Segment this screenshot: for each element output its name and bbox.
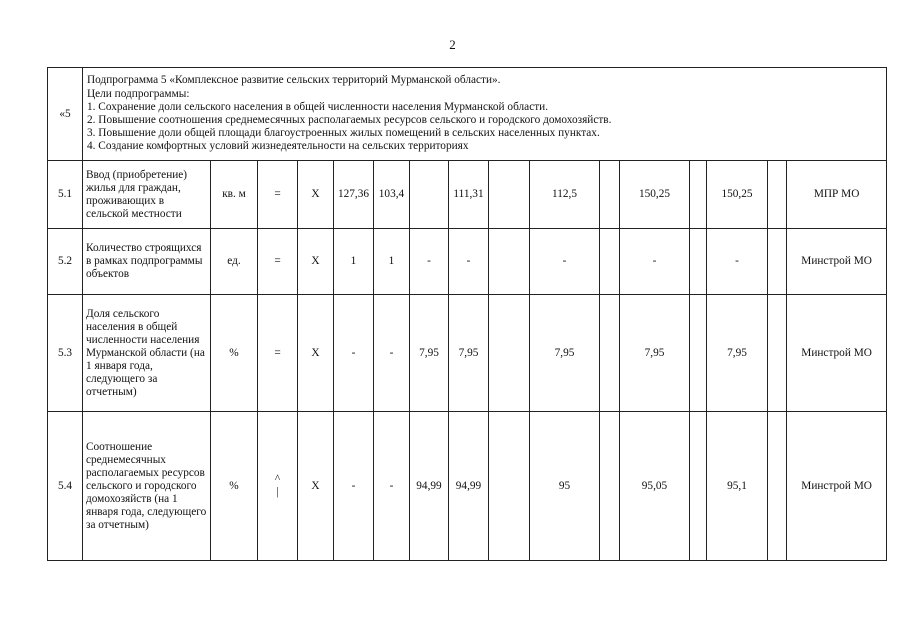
value-cell: 94,99 [449, 412, 489, 561]
page-number: 2 [449, 37, 456, 52]
section-goal-1: 1. Сохранение доли сельского населения в общей численности населения Мурманской области. [87, 100, 549, 113]
value-cell [690, 161, 707, 229]
responsible-org: Минстрой МО [787, 229, 887, 295]
responsible-org: Минстрой МО [787, 412, 887, 561]
unit: ед. [211, 229, 258, 295]
responsible-org: МПР МО [787, 161, 887, 229]
value-cell [600, 295, 620, 412]
indicator-name: Ввод (приобретение) жилья для граждан, проживающих в сельской местности [83, 161, 211, 229]
unit: % [211, 295, 258, 412]
value-cell [768, 295, 787, 412]
row-number: 5.4 [48, 412, 83, 561]
value-cell [489, 229, 530, 295]
section-row [48, 68, 887, 161]
value-cell: 94,99 [410, 412, 449, 561]
value-cell: 112,5 [530, 161, 600, 229]
unit: кв. м [211, 161, 258, 229]
value-cell [768, 412, 787, 561]
value-cell [489, 412, 530, 561]
value-cell: - [334, 412, 374, 561]
indicator-name: Соотношение среднемесячных располагаемых ресурсов сельского и городского домохозяйств (на 1 января года, следующего за отчетным) [83, 412, 211, 561]
unit: % [211, 412, 258, 561]
value-cell: - [374, 295, 410, 412]
value-cell [600, 229, 620, 295]
direction: = [258, 161, 298, 229]
value-cell [690, 295, 707, 412]
direction: = [258, 229, 298, 295]
value-cell [410, 161, 449, 229]
value-cell [600, 412, 620, 561]
value-cell: - [620, 229, 690, 295]
value-cell: - [530, 229, 600, 295]
value-cell [690, 412, 707, 561]
mark: X [298, 295, 334, 412]
value-cell: - [410, 229, 449, 295]
value-cell: 103,4 [374, 161, 410, 229]
row-number: 5.3 [48, 295, 83, 412]
row-number: 5.1 [48, 161, 83, 229]
section-goal-2: 2. Повышение соотношения среднемесячных располагаемых ресурсов сельского и городского домохозяйств. [87, 114, 612, 126]
responsible-org: Минстрой МО [787, 295, 887, 412]
section-goals-heading: Цели подпрограммы: [87, 87, 190, 100]
mark: X [298, 412, 334, 561]
value-cell: 1 [334, 229, 374, 295]
indicator-name: Количество строящихся в рамках подпрограммы объектов [83, 229, 211, 295]
value-cell [489, 161, 530, 229]
section-goal-4: 4. Создание комфортных условий жизнедеятельности на сельских территориях [87, 140, 469, 153]
value-cell: 7,95 [707, 295, 768, 412]
direction [258, 412, 298, 561]
value-cell: 111,31 [449, 161, 489, 229]
value-cell: 7,95 [449, 295, 489, 412]
value-cell: - [707, 229, 768, 295]
value-cell: 7,95 [620, 295, 690, 412]
indicator-name: Доля сельского населения в общей численности населения Мурманской области (на 1 января года, следующего за отчетным) [83, 295, 211, 412]
table-row [48, 229, 887, 295]
value-cell: 7,95 [530, 295, 600, 412]
value-cell: 150,25 [620, 161, 690, 229]
mark: X [298, 229, 334, 295]
value-cell: 1 [374, 229, 410, 295]
table-row [48, 295, 887, 412]
value-cell: - [449, 229, 489, 295]
value-cell [489, 295, 530, 412]
value-cell [690, 229, 707, 295]
value-cell: - [334, 295, 374, 412]
value-cell: 95 [530, 412, 600, 561]
section-description [83, 68, 887, 161]
direction: = [258, 295, 298, 412]
value-cell: 95,1 [707, 412, 768, 561]
row-number: 5.2 [48, 229, 83, 295]
value-cell [600, 161, 620, 229]
mark: X [298, 161, 334, 229]
direction-bottom: | [276, 486, 279, 498]
value-cell: 95,05 [620, 412, 690, 561]
indicators-table [47, 67, 887, 561]
table-row [48, 412, 887, 561]
value-cell: 7,95 [410, 295, 449, 412]
value-cell: 127,36 [334, 161, 374, 229]
value-cell: - [374, 412, 410, 561]
table-row [48, 161, 887, 229]
value-cell: 150,25 [707, 161, 768, 229]
value-cell [768, 161, 787, 229]
section-code: «5 [48, 68, 83, 161]
direction-top: ^ [274, 473, 281, 485]
section-title: Подпрограмма 5 «Комплексное развитие сельских территорий Мурманской области». [87, 74, 501, 87]
section-goal-3: 3. Повышение доли общей площади благоустроенных жилых помещений в сельских населенных пунктах. [87, 127, 600, 140]
value-cell [768, 229, 787, 295]
